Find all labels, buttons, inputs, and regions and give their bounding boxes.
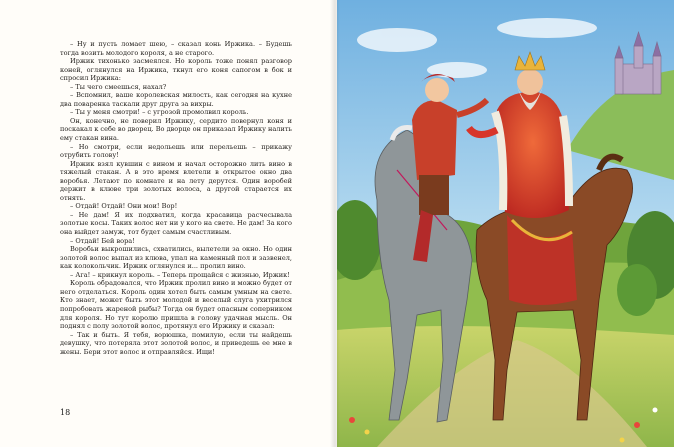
paragraph: – Но смотри, если недольешь или перельешь – прикажу отрубить голову!	[60, 142, 292, 160]
book-gutter	[330, 0, 340, 447]
paragraph: Иржик тихонько засмеялся. Но король тоже понял разговор коней, оглянулся на Иржика, ткнул его коня сапогом в бок и спросил Иржика:	[60, 57, 292, 83]
paragraph: Король обрадовался, что Иржик пролил вино и можно будет от него отделаться. Король один хотел быть самым умным на свете. Кто знает, может быть этот молодой и веселый слуга ухитрился попробовать жареной рыбы? Тогда он будет опасным соперником для короля. Но тут королю пришла в голову удачная мысль. Он поднял с полу золотой волос, протянул его Иржику и сказал:	[60, 279, 292, 331]
paragraph: – Ты у меня смотри! – с угрозой промолвил король.	[70, 108, 249, 117]
paragraph: – Ты чего смеешься, нахал?	[70, 82, 167, 91]
story-text	[60, 40, 292, 412]
page-number: 18	[60, 408, 71, 417]
paragraph: Воробьи выкрошились, схватились, вылетели за окно. Но один золотой волос выпал из клюва, упал на каменный пол и зазвенел, как колокольчик. Иржик оглянулся и... пролил вино.	[60, 245, 292, 271]
paragraph: – Так и быть. Я тебя, ворюшка, помилую, если ты найдешь девушку, что потеряла этот золотой волос, и приведешь ее мне в жены. Бери этот волос и отправляйся. Ищи!	[60, 330, 292, 356]
paragraph: Иржик взял кувшин с вином и начал осторожно лить вино в тяжелый стакан. А в это время влетели в открытое окно два воробья. Летают по комнате и на лету дерутся. Один воробей держит в клюве три золотых волоса, а другой старается их отнять.	[60, 159, 292, 202]
paragraph: – Ага! – крикнул король. – Теперь прощайся с жизнью, Иржик!	[70, 270, 290, 279]
paragraph: – Вспомнил, ваше королевская милость, как сегодня на кухне два поваренка таскали друг друга за вихры.	[60, 91, 292, 108]
paragraph: – Отдай! Отдай! Они мои! Вор!	[70, 202, 178, 211]
paragraph: – Не дам! Я их подхватил, когда красавица расчесывала золотые косы. Таких волос нет ни у кого на свете. Не дам! За кого она выйдет замуж, тот будет самым счастливым.	[60, 210, 292, 237]
illustration-page	[337, 0, 674, 447]
fairy-tale-illustration	[337, 0, 674, 447]
paragraph: – Отдай! Бей вора!	[70, 236, 135, 245]
paragraph: Он, конечно, не поверил Иржику, сердито повернул коня и поскакал к себе во дворец. Во дворце он приказал Иржику налить ему стакан вина.	[60, 116, 292, 143]
paragraph: – Ну и пусть ломает шею, – сказал конь Иржика. – Будешь тогда возить молодого короля, а не старого.	[60, 40, 292, 57]
